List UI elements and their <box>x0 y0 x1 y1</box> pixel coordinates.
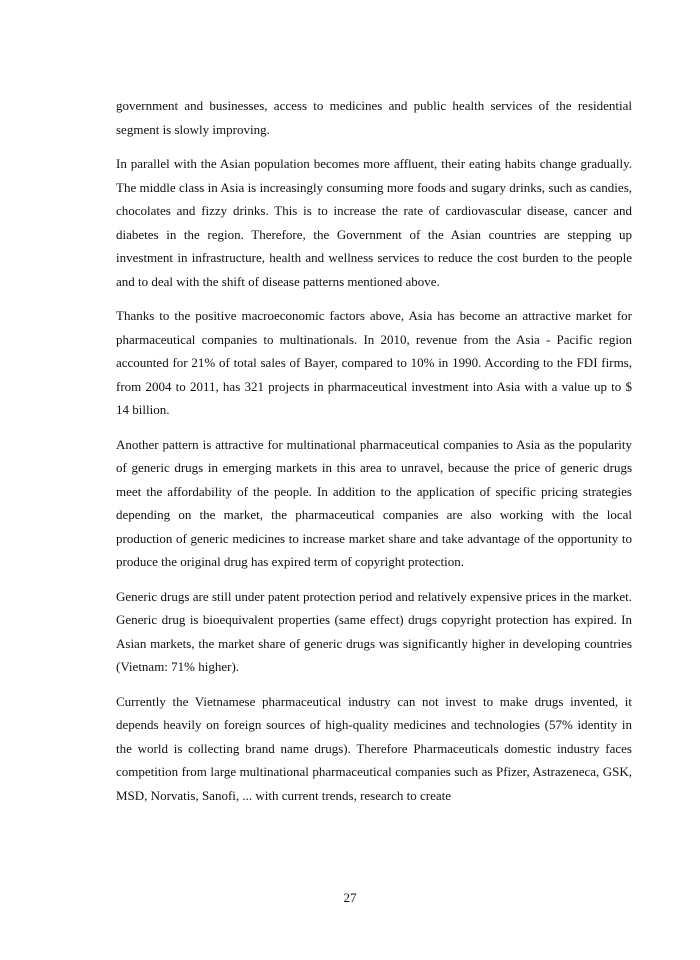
paragraph-4: Another pattern is attractive for multinational pharmaceutical companies to Asia as the popularity of generic drugs in emerging markets in this area to unravel, because the price of generic drugs meet the affordability of the people. In addition to the application of specific pricing strategies depending on the market, the pharmaceutical companies are also working with the local production of generic medicines to increase market share and take advantage of the opportunity to produce the original drug has expired term of copyright protection. <box>116 436 632 569</box>
body-text <box>116 94 632 818</box>
paragraph-6: Currently the Vietnamese pharmaceutical industry can not invest to make drugs invented, it depends heavily on foreign sources of high-quality medicines and technologies (57% identity in the world is collecting brand name drugs). Therefore Pharmaceuticals domestic industry faces competition from large multinational pharmaceutical companies such as Pfizer, Astrazeneca, GSK, MSD, Norvatis, Sanofi, ... with current trends, research to create <box>116 693 632 803</box>
paragraph-1: government and businesses, access to medicines and public health services of the residential segment is slowly improving. <box>116 98 632 137</box>
paragraph-3: Thanks to the positive macroeconomic factors above, Asia has become an attractive market for pharmaceutical companies to multinationals. In 2010, revenue from the Asia - Pacific region accounted for 21% of total sales of Bayer, compared to 10% in 1990. According to the FDI firms, from 2004 to 2011, has 321 projects in pharmaceutical investment into Asia with a value up to $ 14 billion. <box>116 308 632 417</box>
page-number: 27 <box>343 890 357 905</box>
paragraph-2: In parallel with the Asian population becomes more affluent, their eating habits change gradually. The middle class in Asia is increasingly consuming more foods and sugary drinks, such as candies, chocolates and fizzy drinks. This is to increase the rate of cardiovascular disease, cancer and diabetes in the region. Therefore, the Government of the Asian countries are stepping up investment in infrastructure, health and wellness services to reduce the cost burden to the people and to deal with the shift of disease patterns mentioned above. <box>116 156 632 289</box>
paragraph-5: Generic drugs are still under patent protection period and relatively expensive prices in the market. Generic drug is bioequivalent properties (same effect) drugs copyright protection has expired. In Asian markets, the market share of generic drugs was significantly higher in developing countries (Vietnam: 71% higher). <box>116 588 632 674</box>
